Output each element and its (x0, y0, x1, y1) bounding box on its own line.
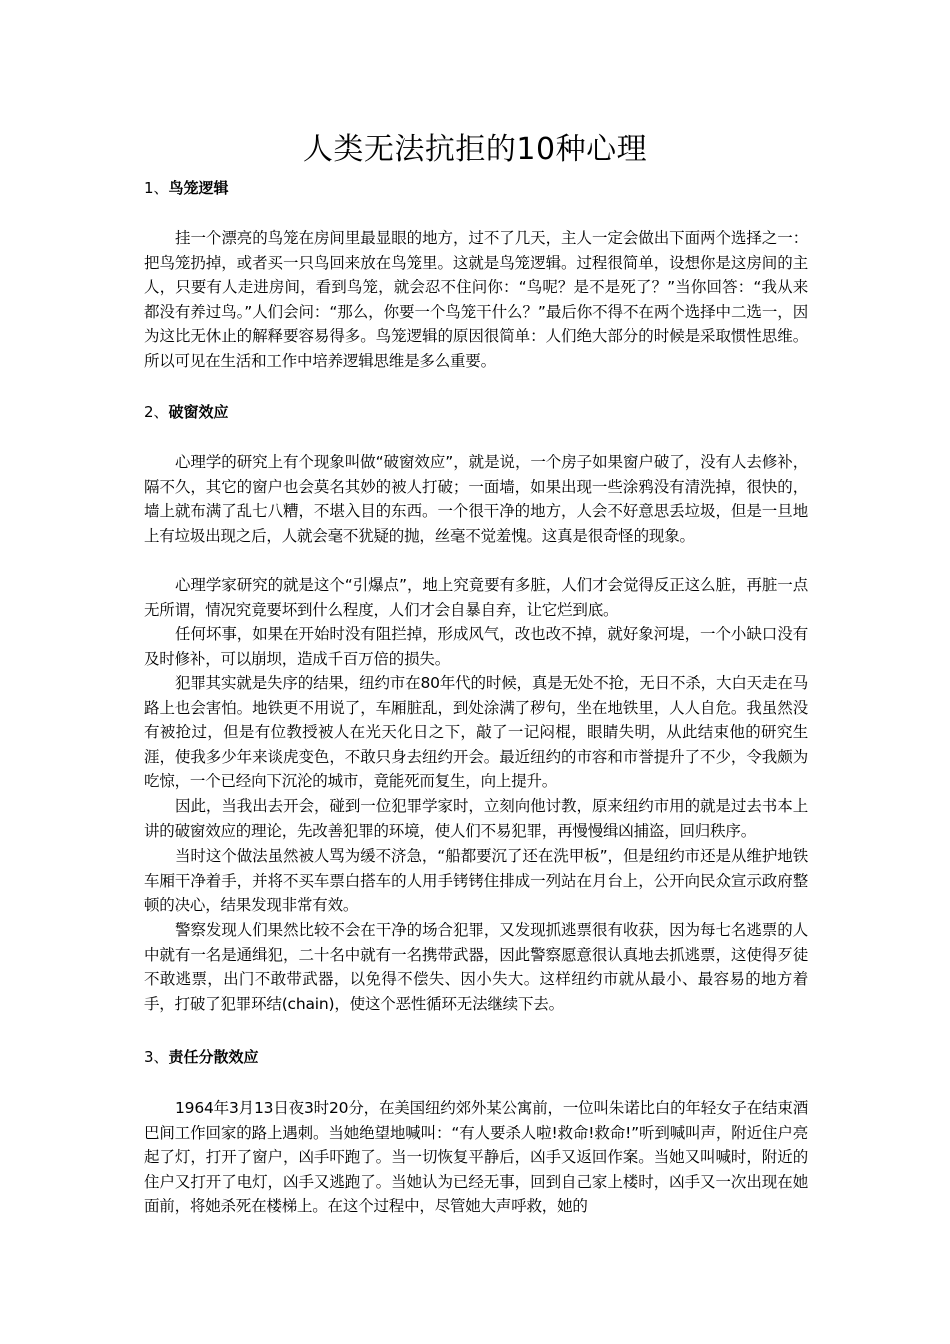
paragraph: 挂一个漂亮的鸟笼在房间里最显眼的地方，过不了几天，主人一定会做出下面两个选择之一：把鸟笼扔掉，或者买一只鸟回来放在鸟笼里。这就是鸟笼逻辑。过程很简单，设想你是这房间的主人，只要有人走进房间，看到鸟笼，就会忍不住问你：“鸟呢？是不是死了？”当你回答：“我从来都没有养过鸟。”人们会问：“那么，你要一个鸟笼干什么？”最后你不得不在两个选择中二选一，因为这比无休止的解释要容易得多。鸟笼逻辑的原因很简单：人们绝大部分的时候是采取惯性思维。所以可见在生活和工作中培养逻辑思维是多么重要。 (144, 229, 808, 370)
paragraph: 犯罪其实就是失序的结果，纽约市在80年代的时候，真是无处不抢，无日不杀，大白天走在马路上也会害怕。地铁更不用说了，车厢脏乱，到处涂满了秽句，坐在地铁里，人人自危。我虽然没有被抢过，但是有位教授被人在光天化日之下，敲了一记闷棍，眼睛失明，从此结束他的研究生涯，使我多少年来谈虎变色，不敢只身去纽约开会。最近纽约的市容和市誉提升了不少，令我颇为吃惊，一个已经向下沉沦的城市，竟能死而复生，向上提升。 (144, 674, 808, 791)
section-heading-3 (144, 1045, 259, 1069)
paragraph: 因此，当我出去开会，碰到一位犯罪学家时，立刻向他讨教，原来纽约市用的就是过去书本上讲的破窗效应的理论，先改善犯罪的环境，使人们不易犯罪，再慢慢缉凶捕盗，回归秩序。 (144, 797, 808, 840)
section-number: 2、 (144, 403, 169, 421)
section-heading-1 (144, 176, 229, 200)
section-title: 鸟笼逻辑 (168, 179, 229, 197)
paragraph: 当时这个做法虽然被人骂为缓不济急，“船都要沉了还在洗甲板”，但是纽约市还是从维护地铁车厢干净着手，并将不买车票白搭车的人用手铐铐住排成一列站在月台上，公开向民众宣示政府整顿的决心，结果发现非常有效。 (144, 847, 808, 915)
paragraph: 警察发现人们果然比较不会在干净的场合犯罪，又发现抓逃票很有收获，因为每七名逃票的人中就有一名是通缉犯，二十名中就有一名携带武器，因此警察愿意很认真地去抓逃票，这使得歹徒不敢逃票，出门不敢带武器，以免得不偿失、因小失大。这样纽约市就从最小、最容易的地方着手，打破了犯罪环结(chain)，使这个恶性循环无法继续下去。 (144, 921, 808, 1013)
section-title: 破窗效应 (168, 403, 229, 421)
paragraph: 心理学的研究上有个现象叫做“破窗效应”，就是说，一个房子如果窗户破了，没有人去修补，隔不久，其它的窗户也会莫名其妙的被人打破；一面墙，如果出现一些涂鸦没有清洗掉，很快的，墙上就布满了乱七八糟，不堪入目的东西。一个很干净的地方，人会不好意思丢垃圾，但是一旦地上有垃圾出现之后，人就会毫不犹疑的抛，丝毫不觉羞愧。这真是很奇怪的现象。 (144, 453, 808, 545)
document-title: 人类无法抗拒的10种心理 (302, 132, 648, 167)
section-title: 责任分散效应 (168, 1048, 259, 1066)
section-number: 1、 (144, 179, 169, 197)
paragraph: 心理学家研究的就是这个“引爆点”，地上究竟要有多脏，人们才会觉得反正这么脏，再脏一点无所谓，情况究竟要坏到什么程度，人们才会自暴自弃，让它烂到底。 (144, 576, 808, 619)
paragraph: 任何坏事，如果在开始时没有阻拦掉，形成风气，改也改不掉，就好象河堤，一个小缺口没有及时修补，可以崩坝，造成千百万倍的损失。 (144, 625, 808, 668)
paragraph: 1964年3月13日夜3时20分，在美国纽约郊外某公寓前，一位叫朱诺比白的年轻女子在结束酒巴间工作回家的路上遇刺。当她绝望地喊叫：“有人要杀人啦!救命!救命!”听到喊叫声，附近住户亮起了灯，打开了窗户，凶手吓跑了。当一切恢复平静后，凶手又返回作案。当她又叫喊时，附近的住户又打开了电灯，凶手又逃跑了。当她认为已经无事，回到自己家上楼时，凶手又一次出现在她面前，将她杀死在楼梯上。在这个过程中，尽管她大声呼救，她的 (144, 1099, 808, 1216)
section-heading-2 (144, 400, 229, 424)
section-number: 3、 (144, 1048, 169, 1066)
